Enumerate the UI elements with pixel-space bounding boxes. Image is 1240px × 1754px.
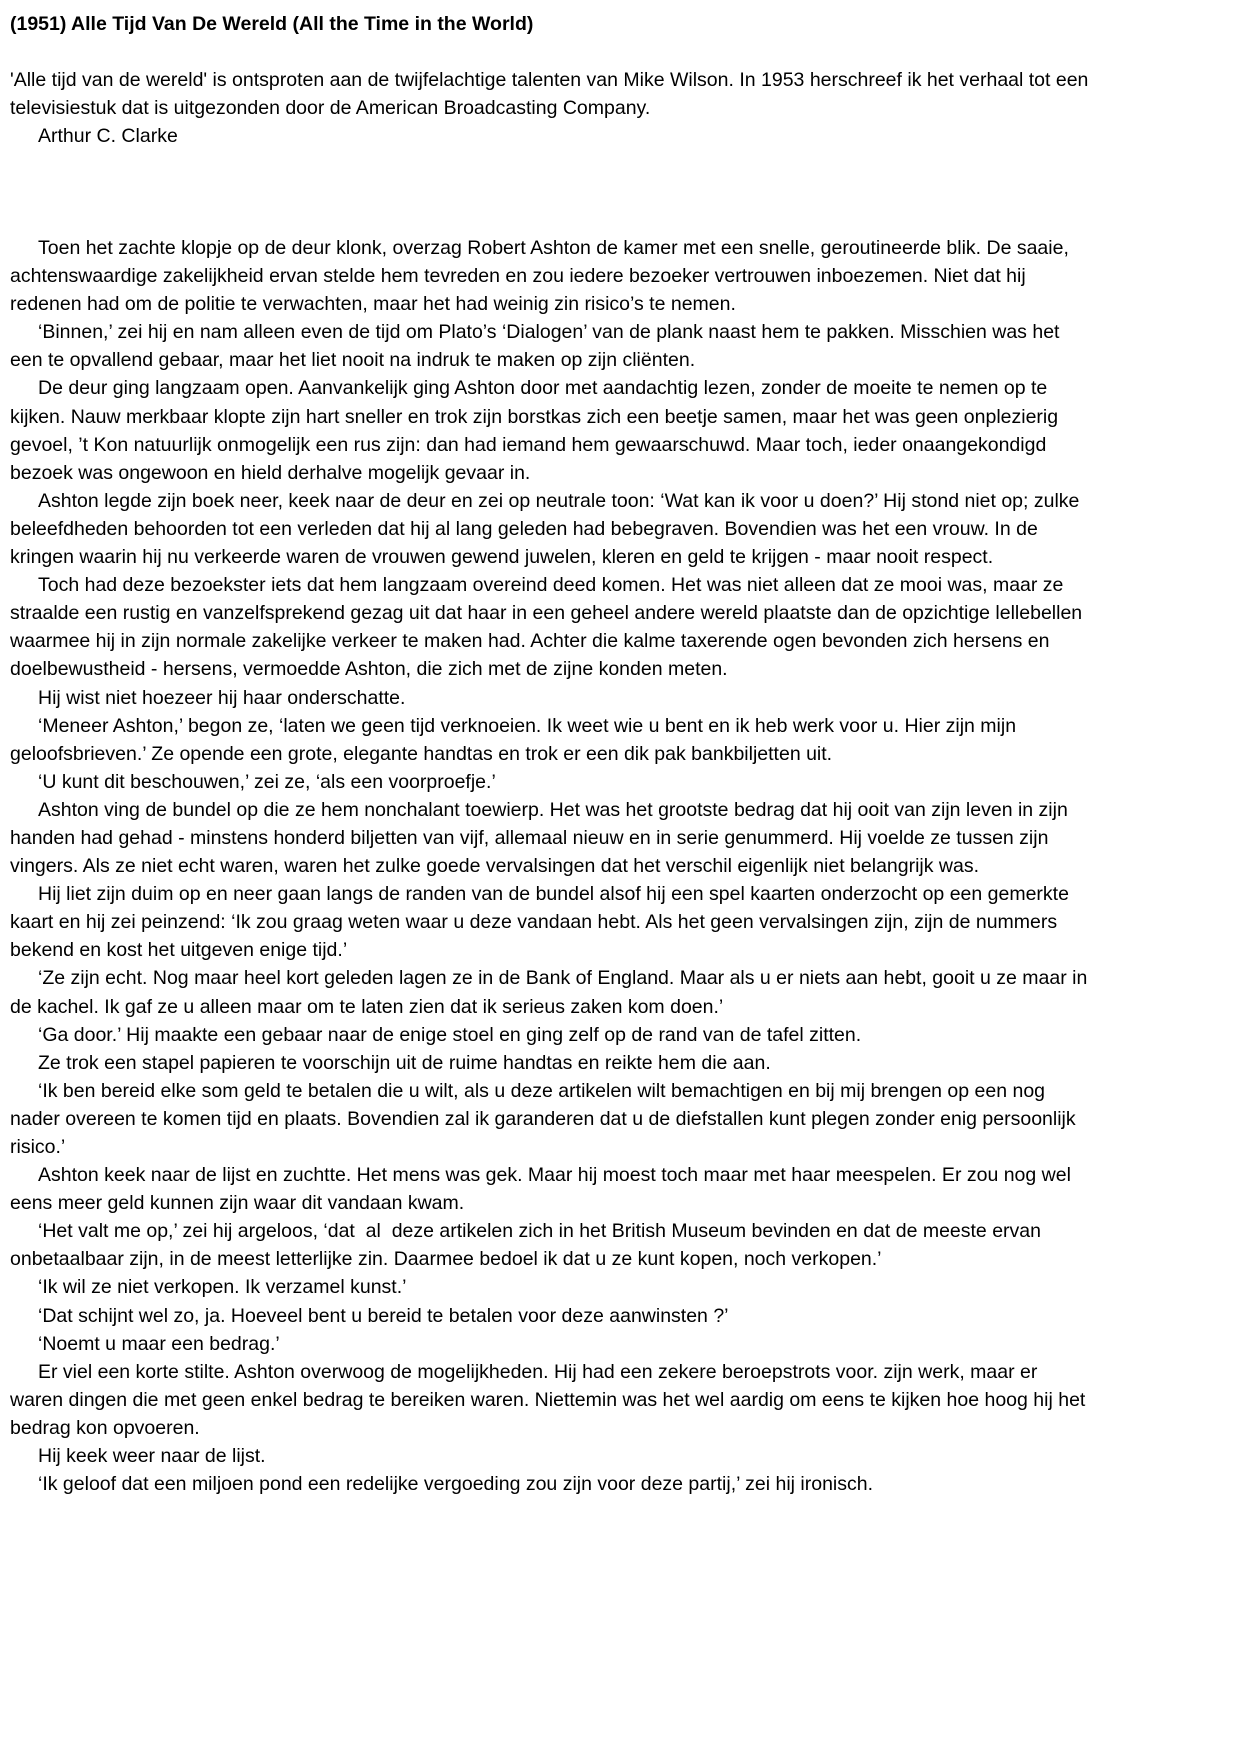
- story-paragraph: ‘Dat schijnt wel zo, ja. Hoeveel bent u bereid te betalen voor deze aanwinsten ?’: [38, 1304, 729, 1327]
- section-spacer: [10, 150, 1094, 234]
- story-paragraph: Toen het zachte klopje op de deur klonk, overzag Robert Ashton de kamer met een snelle, geroutineerde blik. De saaie, achtenswaardige zakelijkheid ervan stelde hem tevreden en zou iedere bezoeker vertrouwen inboezemen. Niet dat hij redenen had om de politie te verwachten, maar het had weinig zin risico’s te nemen.: [10, 237, 1075, 316]
- story-paragraph: ‘Noemt u maar een bedrag.’: [38, 1332, 280, 1355]
- story-paragraph: ‘Ik geloof dat een miljoen pond een redelijke vergoeding zou zijn voor deze partij,’ zei hij ironisch.: [38, 1473, 874, 1496]
- story-paragraph: Ashton keek naar de lijst en zuchtte. Het mens was gek. Maar hij moest toch maar met haar meespelen. Er zou nog wel eens meer geld kunnen zijn waar dit vandaan kwam.: [10, 1164, 1077, 1215]
- story-paragraph: Hij liet zijn duim op en neer gaan langs de randen van de bundel alsof hij een spel kaarten onderzocht op een gemerkte kaart en hij zei peinzend: ‘Ik zou graag weten waar u deze vandaan hebt. Als het geen vervalsingen zijn, zijn de nummers bekend en kost het uitgeven enige tijd.’: [10, 883, 1075, 962]
- story-paragraph: ‘Ik wil ze niet verkopen. Ik verzamel kunst.’: [38, 1276, 407, 1299]
- story-paragraph: Toch had deze bezoekster iets dat hem langzaam overeind deed komen. Het was niet alleen dat ze mooi was, maar ze straalde een rustig en vanzelfsprekend gezag uit dat haar in een geheel andere wereld plaatste dan de opzichtige lellebellen waarmee hij in zijn normale zakelijke verkeer te maken had. Achter die kalme taxerende ogen bevonden zich hersens en doelbewustheid - hersens, vermoedde Ashton, die zich met de zijne konden meten.: [10, 574, 1088, 681]
- story-paragraph: Ze trok een stapel papieren te voorschijn uit de ruime handtas en reikte hem die aan.: [38, 1051, 771, 1074]
- story-paragraph: ‘Het valt me op,’ zei hij argeloos, ‘dat al deze artikelen zich in het British Museum bevinden en dat de meeste ervan onbetaalbaar zijn, in de meest letterlijke zin. Daarmee bedoel ik dat u ze kunt kopen, noch verkopen.’: [10, 1220, 1047, 1271]
- story-paragraph: ‘Ze zijn echt. Nog maar heel kort geleden lagen ze in de Bank of England. Maar als u er niets aan hebt, gooit u ze maar in de kachel. Ik gaf ze u alleen maar om te laten zien dat ik serieus zaken kom doen.’: [10, 967, 1093, 1018]
- author-byline: Arthur C. Clarke: [38, 125, 178, 147]
- story-paragraph: ‘Ga door.’ Hij maakte een gebaar naar de enige stoel en ging zelf op de rand van de tafel zitten.: [38, 1023, 862, 1046]
- story-body: [10, 234, 1094, 1498]
- author-note: 'Alle tijd van de wereld' is ontsproten aan de twijfelachtige talenten van Mike Wilson. In 1953 herschreef ik het verhaal tot een televisiestuk dat is uitgezonden door de American Broadcasting Company.: [10, 69, 1094, 119]
- story-paragraph: Er viel een korte stilte. Ashton overwoog de mogelijkheden. Hij had een zekere beroepstrots voor. zijn werk, maar er waren dingen die met geen enkel bedrag te bereiken waren. Niettemin was het wel aardig om eens te kijken hoe hoog hij het bedrag kon opvoeren.: [10, 1360, 1091, 1439]
- story-paragraph: De deur ging langzaam open. Aanvankelijk ging Ashton door met aandachtig lezen, zonder de moeite te nemen op te kijken. Nauw merkbaar klopte zijn hart sneller en trok zijn borstkas zich een beetje samen, maar het was geen onplezierig gevoel, ’t Kon natuurlijk onmogelijk een rus zijn: dan had iemand hem gewaarschuwd. Maar toch, ieder onaangekondigd bezoek was ongewoon en hield derhalve mogelijk gevaar in.: [10, 377, 1064, 484]
- story-paragraph: ‘Meneer Ashton,’ begon ze, ‘laten we geen tijd verknoeien. Ik weet wie u bent en ik heb werk voor u. Hier zijn mijn geloofsbrieven.’ Ze opende een grote, elegante handtas en trok er een dik pak bankbiljetten uit.: [10, 714, 1022, 765]
- story-paragraph: Ashton legde zijn boek neer, keek naar de deur en zei op neutrale toon: ‘Wat kan ik voor u doen?’ Hij stond niet op; zulke beleefdheden behoorden tot een verleden dat hij al lang geleden had bebegraven. Bovendien was het een vrouw. In de kringen waarin hij nu verkeerde waren de vrouwen gewend juwelen, kleren en geld te krijgen - maar nooit respect.: [10, 489, 1085, 569]
- story-paragraph: ‘Binnen,’ zei hij en nam alleen even de tijd om Plato’s ‘Dialogen’ van de plank naast hem te pakken. Misschien was het een te opvallend gebaar, maar het liet nooit na indruk te maken op zijn cliënten.: [10, 321, 1065, 372]
- story-paragraph: Ashton ving de bundel op die ze hem nonchalant toewierp. Het was het grootste bedrag dat hij ooit van zijn leven in zijn handen had gehad - minstens honderd biljetten van vijf, allemaal nieuw en in serie genummerd. Hij voelde ze tussen zijn vingers. Als ze niet echt waren, waren het zulke goede vervalsingen dat het verschil eigenlijk niet belangrijk was.: [10, 798, 1074, 878]
- story-paragraph: ‘U kunt dit beschouwen,’ zei ze, ‘als een voorproefje.’: [38, 770, 496, 793]
- story-paragraph: Hij keek weer naar de lijst.: [38, 1445, 266, 1468]
- page-title: (1951) Alle Tijd Van De Wereld (All the Time in the World): [10, 13, 534, 35]
- story-paragraph: Hij wist niet hoezeer hij haar onderschatte.: [38, 686, 406, 709]
- story-paragraph: ‘Ik ben bereid elke som geld te betalen die u wilt, als u deze artikelen wilt bemachtigen en bij mij brengen op een nog nader overeen te komen tijd en plaats. Bovendien zal ik garanderen dat u de diefstallen kunt plegen zonder enig persoonlijk risico.’: [10, 1079, 1082, 1158]
